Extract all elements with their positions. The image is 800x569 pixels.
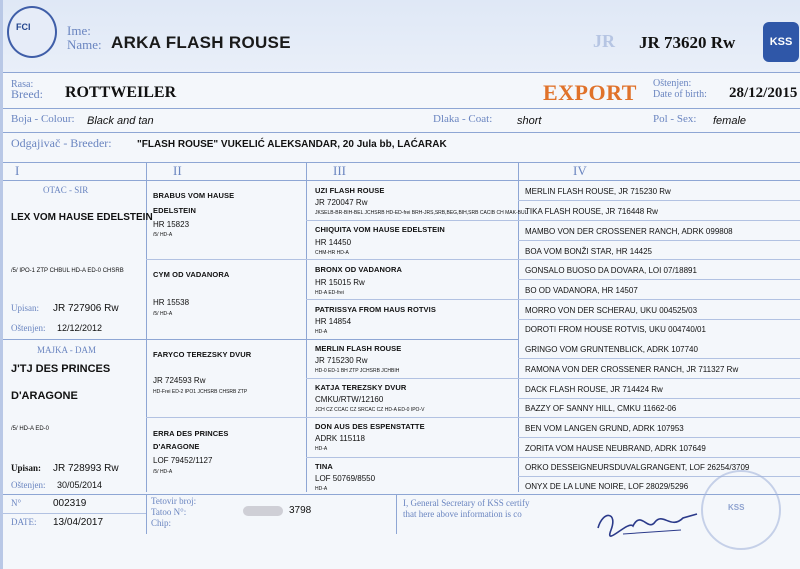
issue-date-value: 13/04/2017 bbox=[53, 517, 104, 528]
certify-line-2: that here above information is co bbox=[403, 509, 522, 519]
name-label-en: Name: bbox=[67, 37, 102, 52]
birth-label-sr: Oštenjen: bbox=[653, 78, 692, 89]
gen4-entry: GONSALO BUOSO DA DOVARA, LOI 07/18891 bbox=[525, 266, 697, 275]
gen2-name-line2: D'ARAGONE bbox=[153, 442, 200, 451]
divider bbox=[3, 494, 800, 495]
gen4-entry: ONYX DE LA LUNE NOIRE, LOF 28029/5296 bbox=[525, 482, 689, 491]
gen4-entry: BOA VOM BONŽI STAR, HR 14425 bbox=[525, 247, 652, 256]
gen2-health: /5/ HD-A bbox=[153, 232, 173, 238]
secretary-signature bbox=[593, 500, 703, 540]
divider bbox=[3, 108, 800, 109]
gen2-reg: LOF 79452/1127 bbox=[153, 456, 213, 465]
gen2-reg: HR 15823 bbox=[153, 220, 190, 229]
sub-rule bbox=[146, 417, 800, 418]
certificate-no-label: N° bbox=[11, 498, 22, 508]
dam-name-line2: D'ARAGONE bbox=[11, 390, 78, 402]
gen2-health: HD-Frei ED-2 IPO1 JCHSRB CHSRB ZTP bbox=[153, 389, 248, 395]
sire-birth-value: 12/12/2012 bbox=[57, 323, 103, 333]
gen3-reg: HR 15015 Rw bbox=[315, 278, 365, 287]
issue-date-label: DATE: bbox=[11, 517, 37, 527]
gen3-health: HD-0 ED-1 BH ZTP JCHSRB JCHBIH bbox=[315, 368, 400, 374]
fci-logo-text: FCI bbox=[16, 22, 31, 32]
registration-number: JR 73620 Rw bbox=[639, 33, 736, 52]
sub-rule bbox=[518, 279, 800, 280]
gen4-entry: DOROTI FROM HOUSE ROTVIS, UKU 004740/01 bbox=[525, 325, 706, 334]
tattoo-label-en: Tatoo N°: bbox=[151, 507, 187, 517]
column-header-3: III bbox=[333, 163, 346, 178]
breed-label-sr: Rasa: bbox=[11, 79, 34, 90]
sub-rule bbox=[146, 259, 800, 260]
dam-upisan-value: JR 728993 Rw bbox=[53, 463, 119, 474]
sire-birth-label: Oštenjen: bbox=[11, 323, 46, 333]
gen3-name: KATJA TEREZSKY DVUR bbox=[315, 383, 407, 392]
gen3-name: PATRISSYA FROM HAUS ROTVIS bbox=[315, 305, 436, 314]
birth-date: 28/12/2015 bbox=[729, 85, 798, 101]
gen4-entry: MAMBO VON DER CROSSENER RANCH, ADRK 099808 bbox=[525, 227, 733, 236]
colour-label: Boja - Colour: bbox=[11, 113, 75, 125]
name-label-sr: Ime: bbox=[67, 23, 91, 38]
sub-rule bbox=[518, 319, 800, 320]
certificate-no-value: 002319 bbox=[53, 498, 87, 509]
sub-rule bbox=[518, 200, 800, 201]
gen2-reg: JR 724593 Rw bbox=[153, 376, 206, 385]
gen4-entry: MORRO VON DER SCHERAU, UKU 004525/03 bbox=[525, 306, 698, 315]
gen2-health: /5/ HD-A bbox=[153, 469, 173, 475]
gen3-reg: ADRK 115118 bbox=[315, 434, 365, 443]
dam-health: /5/ HD-A ED-0 bbox=[11, 426, 50, 432]
gen3-name: UZI FLASH ROUSE bbox=[315, 186, 385, 195]
divider bbox=[3, 162, 800, 163]
breed-label-en: Breed: bbox=[11, 87, 43, 101]
sire-upisan-value: JR 727906 Rw bbox=[53, 303, 119, 314]
sub-rule bbox=[518, 398, 800, 399]
sire-section-title: OTAC - SIR bbox=[43, 185, 89, 195]
gen3-health: CHM-HR HD-A bbox=[315, 250, 349, 256]
sex-label: Pol - Sex: bbox=[653, 113, 697, 125]
dog-name: ARKA FLASH ROUSE bbox=[111, 33, 291, 52]
fci-logo bbox=[7, 6, 57, 58]
sub-rule bbox=[3, 513, 146, 514]
gen4-entry: RAMONA VON DER CROSSENER RANCH, JR 711327 Rw bbox=[525, 365, 739, 374]
gen4-entry: ZORITA VOM HAUSE NEUBRAND, ADRK 107649 bbox=[525, 444, 706, 453]
divider bbox=[3, 132, 800, 133]
sire-name: LEX VOM HAUSE EDELSTEIN bbox=[11, 212, 153, 223]
gen3-reg: HR 14450 bbox=[315, 238, 352, 247]
sub-rule bbox=[306, 378, 800, 379]
gen4-entry: ORKO DESSEIGNEURSDUVALGRANGENT, LOF 26254/3709 bbox=[525, 463, 750, 472]
coat-label: Dlaka - Coat: bbox=[433, 113, 493, 125]
gen3-reg: LOF 50769/8550 bbox=[315, 474, 376, 483]
export-stamp: EXPORT bbox=[543, 80, 637, 105]
gen4-entry: BEN VOM LANGEN GRUND, ADRK 107953 bbox=[525, 424, 684, 433]
certify-line-1: I, General Secretary of KSS certify bbox=[403, 498, 530, 508]
sire-upisan-label: Upisan: bbox=[11, 303, 39, 313]
tattoo-label-sr: Tetovir broj: bbox=[151, 496, 197, 506]
birth-label-en: Date of birth: bbox=[653, 89, 707, 100]
gen4-entry: GRINGO VOM GRUNTENBLICK, ADRK 107740 bbox=[525, 345, 698, 354]
gen4-entry: BAZZY OF SANNY HILL, CMKU 11662-06 bbox=[525, 404, 677, 413]
gen3-health: HD-A bbox=[315, 486, 328, 492]
gen2-name-line1: ERRA DES PRINCES bbox=[153, 429, 229, 438]
sex-value: female bbox=[713, 115, 747, 127]
gen3-health: HD-A bbox=[315, 446, 328, 452]
sub-rule bbox=[518, 437, 800, 438]
gen3-name: CHIQUITA VOM HAUSE EDELSTEIN bbox=[315, 225, 445, 234]
gen3-reg: JR 715230 Rw bbox=[315, 356, 368, 365]
gen3-name: DON AUS DES ESPENSTATTE bbox=[315, 422, 425, 431]
divider bbox=[3, 339, 518, 340]
gen3-name: MERLIN FLASH ROUSE bbox=[315, 344, 402, 353]
column-header-2: II bbox=[173, 163, 182, 178]
sub-rule bbox=[306, 457, 800, 458]
gen3-reg: HR 14854 bbox=[315, 317, 352, 326]
gen4-entry: TIKA FLASH ROUSE, JR 716448 Rw bbox=[525, 207, 658, 216]
dam-birth-value: 30/05/2014 bbox=[57, 480, 103, 490]
gen2-name-line2: EDELSTEIN bbox=[153, 206, 196, 215]
kss-stamp-text: KSS bbox=[728, 503, 745, 512]
chip-number: 3798 bbox=[289, 505, 312, 516]
gen2-name-line1: CYM OD VADANORA bbox=[153, 270, 230, 279]
column-header-4: IV bbox=[573, 163, 587, 178]
divider bbox=[3, 180, 800, 181]
colour-value: Black and tan bbox=[87, 115, 154, 127]
gen3-health: HD-A bbox=[315, 329, 328, 335]
divider bbox=[3, 72, 800, 73]
gen4-entry: MERLIN FLASH ROUSE, JR 715230 Rw bbox=[525, 187, 671, 196]
footer-rule bbox=[396, 494, 397, 534]
gen2-health: /5/ HD-A bbox=[153, 311, 173, 317]
breeder-value: "FLASH ROUSE" VUKELIĆ ALEKSANDAR, 20 Jula bb, LAĆARAK bbox=[137, 139, 447, 150]
gen2-name-line1: FARYCO TEREZSKY DVUR bbox=[153, 350, 252, 359]
column-rule bbox=[306, 162, 307, 492]
gen3-health: HD-A ED-frei bbox=[315, 290, 344, 296]
column-header-1: I bbox=[15, 163, 20, 178]
sub-rule bbox=[306, 299, 800, 300]
footer-rule bbox=[146, 494, 147, 534]
gen3-name: BRONX OD VADANORA bbox=[315, 265, 402, 274]
chip-label: Chip: bbox=[151, 518, 172, 528]
gen3-reg: CMKU/RTW/12160 bbox=[315, 395, 384, 404]
gen3-reg: JR 720047 Rw bbox=[315, 198, 368, 207]
dam-birth-label: Oštenjen: bbox=[11, 480, 46, 490]
gen2-name-line1: BRABUS VOM HAUSE bbox=[153, 191, 235, 200]
sub-rule bbox=[518, 240, 800, 241]
dam-upisan-label: Upisan: bbox=[11, 463, 42, 473]
gen2-reg: HR 15538 bbox=[153, 298, 190, 307]
gen3-health: JKSELB-BR-BIH-BEL JCHSRB HD-ED-frei BRH-JRS,SRB,BEG,BIH,SRB CACIB CH MAK-BUL bbox=[315, 210, 528, 216]
dam-section-title: MAJKA - DAM bbox=[37, 345, 97, 355]
gen4-entry: DACK FLASH ROUSE, JR 714424 Rw bbox=[525, 385, 663, 394]
gen4-entry: BO OD VADANORA, HR 14507 bbox=[525, 286, 638, 295]
gen3-health: JCH CZ CCAC CZ SRCAC CZ HD-A ED-0 IPO-V bbox=[315, 407, 425, 413]
sire-health: /5/ IPO-1 ZTP CHBUL HD-A ED-0 CHSRB bbox=[11, 268, 124, 274]
sub-rule bbox=[518, 358, 800, 359]
sub-rule bbox=[306, 220, 800, 221]
breed-value: ROTTWEILER bbox=[65, 84, 177, 101]
gen3-name: TINA bbox=[315, 462, 333, 471]
jr-watermark: JR bbox=[593, 31, 615, 51]
coat-value: short bbox=[517, 115, 542, 127]
kss-logo: KSS bbox=[763, 22, 799, 62]
breeder-label: Odgajivač - Breeder: bbox=[11, 136, 112, 150]
dam-name-line1: J'TJ DES PRINCES bbox=[11, 363, 111, 375]
redacted-tattoo bbox=[243, 506, 283, 516]
